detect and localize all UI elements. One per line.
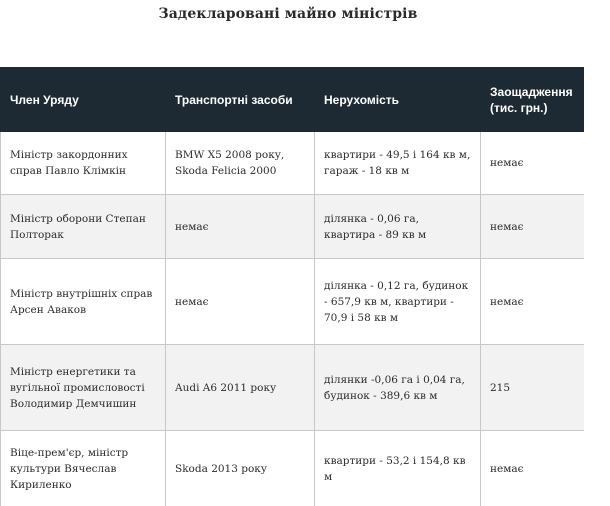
cell-vehicles: BMW X5 2008 року, Skoda Felicia 2000 — [166, 132, 315, 195]
cell-member: Міністр внутрішніх справ Арсен Аваков — [1, 259, 166, 345]
table-row — [1, 132, 585, 195]
page-title: Задекларовані майно міністрів — [158, 6, 418, 22]
cell-savings: 215 — [481, 345, 585, 431]
table-row — [1, 431, 585, 506]
cell-property: квартири - 49,5 і 164 кв м, гараж - 18 кв м — [315, 132, 481, 195]
cell-vehicles: немає — [166, 195, 315, 259]
cell-property: ділянка - 0,06 га, квартира - 89 кв м — [315, 195, 481, 259]
cell-vehicles: Skoda 2013 року — [166, 431, 315, 506]
table-row — [1, 195, 585, 259]
cell-savings: немає — [481, 431, 585, 506]
cell-property: квартири - 53,2 і 154,8 кв м — [315, 431, 481, 506]
cell-vehicles: Audi A6 2011 року — [166, 345, 315, 431]
cell-member: Віце-прем'єр, міністр культури Вячеслав Кириленко — [1, 431, 166, 506]
header-property: Нерухомість — [315, 68, 481, 132]
header-vehicles: Транспортні засоби — [166, 68, 315, 132]
header-savings: Заощадження (тис. грн.) — [481, 68, 585, 132]
cell-member: Міністр енергетики та вугільної промисловості Володимир Демчишин — [1, 345, 166, 431]
cell-savings: немає — [481, 132, 585, 195]
cell-member: Міністр оборони Степан Полторак — [1, 195, 166, 259]
assets-table — [0, 67, 584, 506]
assets-table-container — [0, 67, 584, 506]
cell-savings: немає — [481, 259, 585, 345]
cell-savings: немає — [481, 195, 585, 259]
cell-property: ділянка - 0,12 га, будинок - 657,9 кв м, квартири - 70,9 і 58 кв м — [315, 259, 481, 345]
cell-property: ділянки -0,06 га і 0,04 га, будинок - 389,6 кв м — [315, 345, 481, 431]
cell-member: Міністр закордонних справ Павло Клімкін — [1, 132, 166, 195]
table-row — [1, 345, 585, 431]
table-row — [1, 259, 585, 345]
table-header-row — [1, 68, 585, 132]
cell-vehicles: немає — [166, 259, 315, 345]
header-member: Член Уряду — [1, 68, 166, 132]
